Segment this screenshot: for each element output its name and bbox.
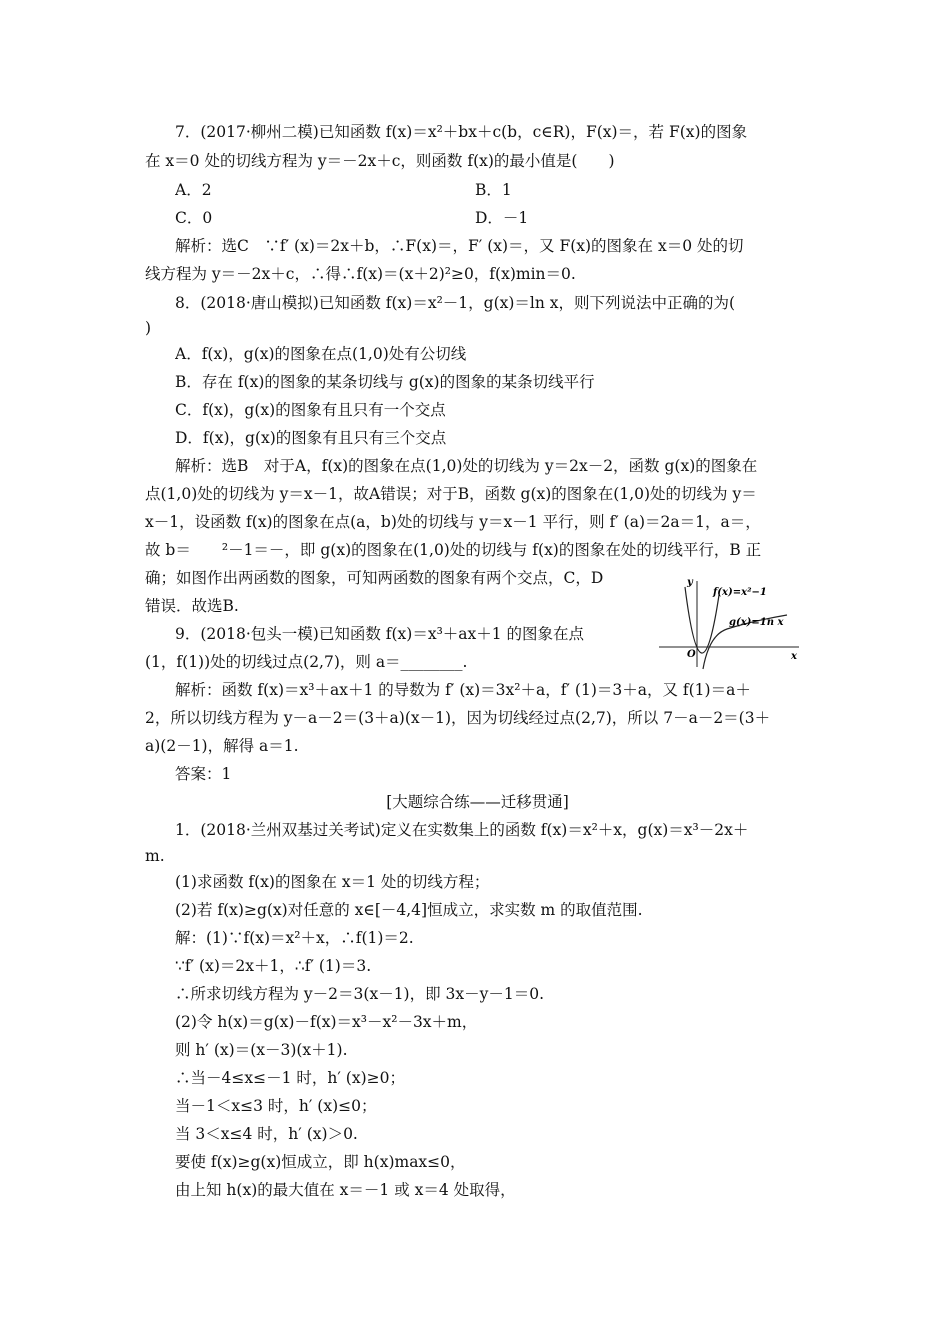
text-line: ∵f′ (x)＝2x＋1，∴f′ (1)＝3. [175, 957, 372, 975]
text-line: 确；如图作出两函数的图象，可知两函数的图象有两个交点，C，D [145, 569, 604, 587]
text-line: 当 3＜x≤4 时，h′ (x)＞0. [175, 1125, 358, 1143]
text-line: 答案：1 [175, 765, 232, 783]
text-line: 7．(2017·柳州二模)已知函数 f(x)＝x²＋bx＋c(b，c∈R)，F(x)＝，若 F(x)的图象 [175, 123, 748, 141]
function-graph-figure [657, 575, 802, 670]
text-line: ) [145, 319, 152, 337]
text-line: (2)若 f(x)≥g(x)对任意的 x∈[－4,4]恒成立，求实数 m 的取值范围. [175, 901, 643, 919]
text-line: 错误．故选B. [145, 597, 239, 615]
option-right: D．－1 [475, 209, 529, 227]
f-curve-label: f(x)=x²−1 [713, 587, 767, 598]
text-line: 解析：函数 f(x)＝x³＋ax＋1 的导数为 f′ (x)＝3x²＋a，f′ (1)＝3＋a，又 f(1)＝a＋ [175, 681, 751, 699]
text-line: 则 h′ (x)＝(x－3)(x＋1). [175, 1041, 348, 1059]
text-line: 解析：选C ∵f′ (x)＝2x＋b，∴F(x)＝，F′ (x)＝，又 F(x)的图象在 x＝0 处的切 [175, 237, 744, 255]
text-line: 1．(2018·兰州双基过关考试)定义在实数集上的函数 f(x)＝x²＋x，g(x)＝x³－2x＋ [175, 821, 749, 839]
text-line: 解析：选B 对于A，f(x)的图象在点(1,0)处的切线为 y＝2x－2，函数 g(x)的图象在 [175, 457, 758, 475]
text-line: C．f(x)，g(x)的图象有且只有一个交点 [175, 401, 446, 419]
text-line: 线方程为 y＝－2x＋c，∴得∴f(x)＝(x＋2)²≥0，f(x)min＝0. [145, 265, 576, 283]
text-line: [大题综合练——迁移贯通] [386, 793, 569, 811]
text-line: 2，所以切线方程为 y－a－2＝(3＋a)(x－1)，因为切线经过点(2,7)，所以 7－a－2＝(3＋ [145, 709, 771, 727]
text-line: ∴所求切线方程为 y－2＝3(x－1)，即 3x－y－1＝0. [175, 985, 545, 1003]
text-line: a)(2－1)，解得 a＝1. [145, 737, 299, 755]
text-line: 9．(2018·包头一模)已知函数 f(x)＝x³＋ax＋1 的图象在点 [175, 625, 585, 643]
text-line: D．f(x)，g(x)的图象有且只有三个交点 [175, 429, 447, 447]
text-line: (2)令 h(x)＝g(x)－f(x)＝x³－x²－3x＋m， [175, 1013, 478, 1031]
text-line: C．0 [175, 209, 213, 227]
text-line: A．2 [175, 181, 212, 199]
text-line: 点(1,0)处的切线为 y＝x－1，故A错误；对于B，函数 g(x)的图象在(1,0)处的切线为 y＝ [145, 485, 757, 503]
text-line: 故 b＝ ²－1＝－，即 g(x)的图象在(1,0)处的切线与 f(x)的图象在处的切线平行，B 正 [145, 541, 762, 559]
text-line: 由上知 h(x)的最大值在 x＝－1 或 x＝4 处取得， [175, 1181, 516, 1199]
origin-label: O [687, 649, 696, 660]
text-line: A．f(x)，g(x)的图象在点(1,0)处有公切线 [175, 345, 467, 363]
text-line: 在 x＝0 处的切线方程为 y＝－2x＋c，则函数 f(x)的最小值是( ) [145, 152, 615, 170]
text-line: 8．(2018·唐山模拟)已知函数 f(x)＝x²－1，g(x)＝ln x，则下列说法中正确的为( [175, 294, 736, 312]
text-line: ∴当－4≤x≤－1 时，h′ (x)≥0； [175, 1069, 405, 1087]
text-line: 要使 f(x)≥g(x)恒成立，即 h(x)max≤0， [175, 1153, 466, 1171]
text-line: (1，f(1))处的切线过点(2,7)，则 a＝________. [145, 653, 468, 671]
text-line: 解：(1)∵f(x)＝x²＋x，∴f(1)＝2. [175, 929, 414, 947]
text-line: 当－1＜x≤3 时，h′ (x)≤0； [175, 1097, 377, 1115]
text-line: B．存在 f(x)的图象的某条切线与 g(x)的图象的某条切线平行 [175, 373, 595, 391]
text-line: x－1，设函数 f(x)的图象在点(a，b)处的切线与 y＝x－1 平行，则 f′ (a)＝2a＝1，a＝， [145, 513, 761, 531]
x-axis-label: x [791, 651, 797, 662]
option-right: B．1 [475, 181, 512, 199]
text-line: (1)求函数 f(x)的图象在 x＝1 处的切线方程； [175, 873, 490, 891]
y-axis-label: y [687, 577, 693, 588]
text-line: m. [145, 847, 165, 865]
g-curve-label: g(x)=1n x [729, 617, 784, 628]
